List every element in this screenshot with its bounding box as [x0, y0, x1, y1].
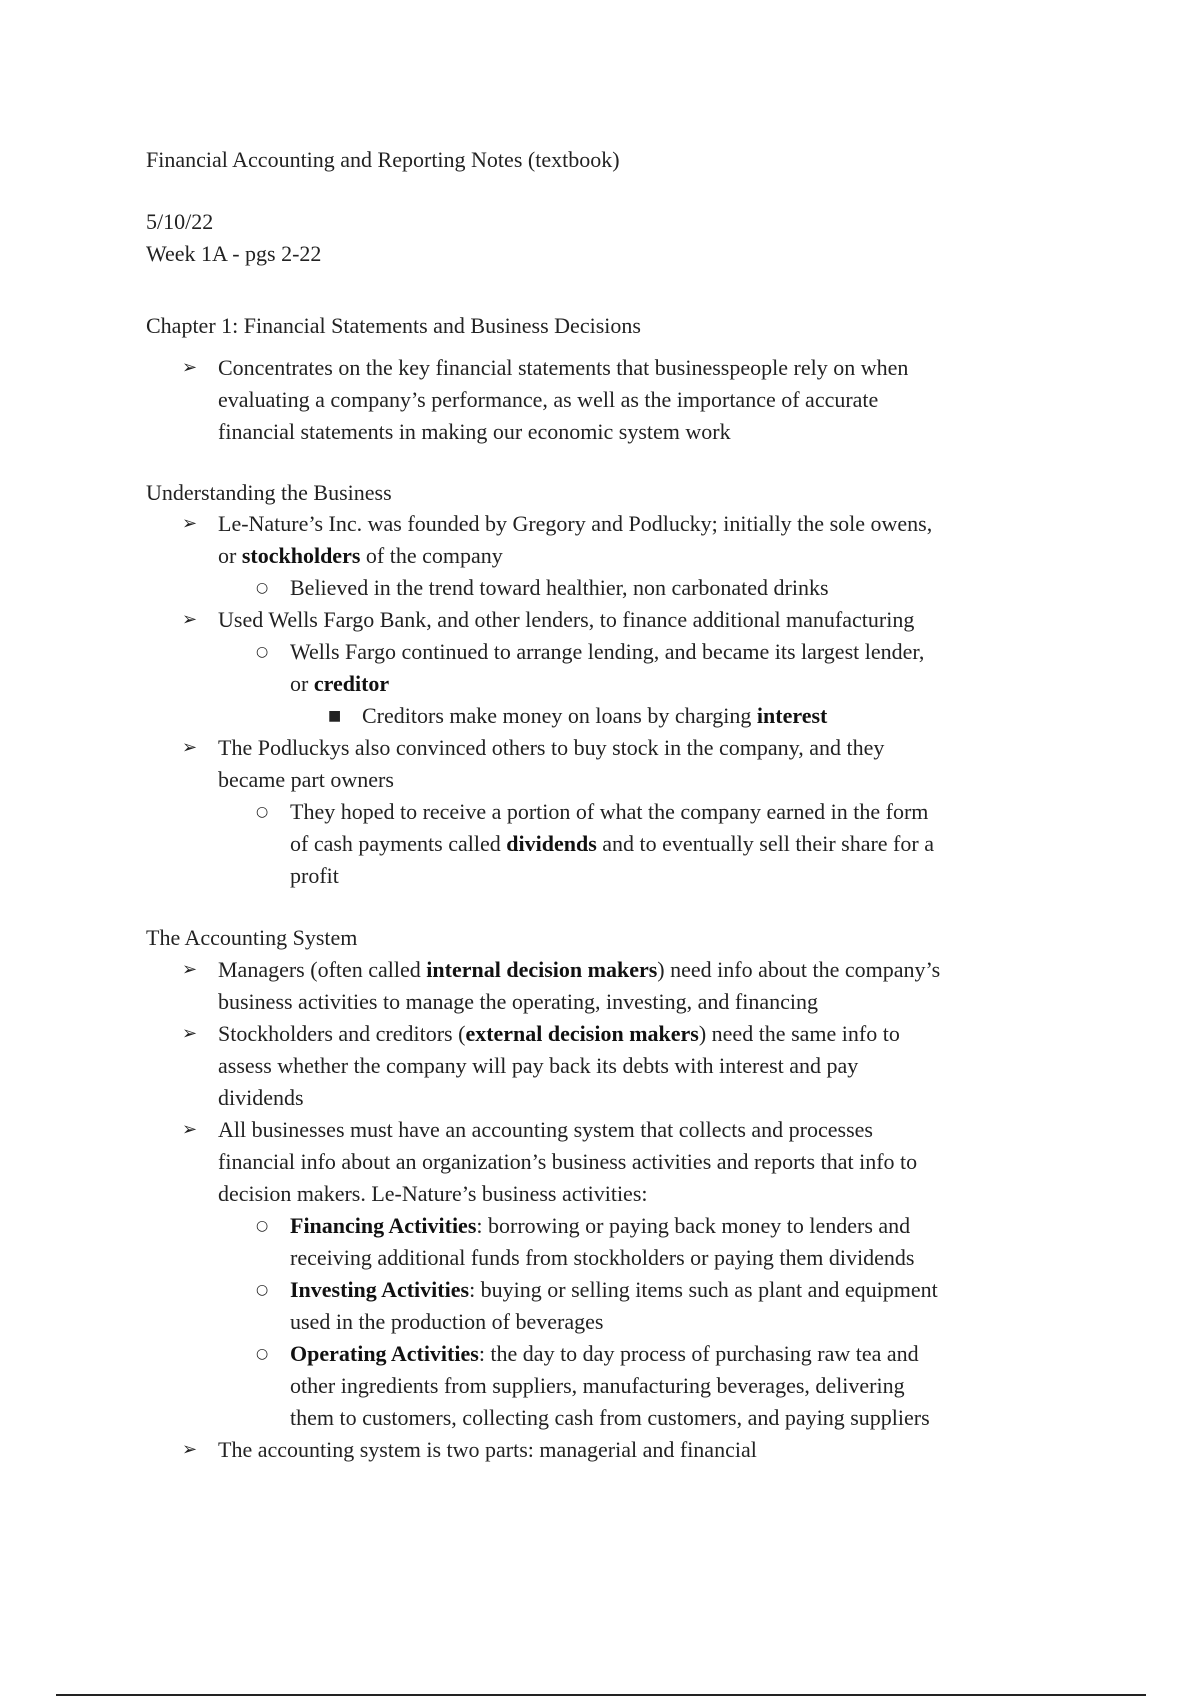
- spacer: [146, 448, 1096, 478]
- sub-sub-list: [290, 700, 946, 732]
- list-item: ➢ Concentrates on the key financial statements that businesspeople rely on when evaluating a company’s performance, as well as the importance of accurate financial statements in making our economic system work: [146, 352, 946, 448]
- list-item: ○ Believed in the trend toward healthier, non carbonated drinks: [218, 572, 946, 604]
- list-item: ○ Wells Fargo continued to arrange lending, and became its largest lender, or creditor ■ Creditors make money on loans by charging interest: [218, 636, 946, 732]
- list-item: ➢ The accounting system is two parts: managerial and financial: [146, 1434, 946, 1466]
- circle-bullet-icon: ○: [256, 1218, 269, 1234]
- chapter-heading: Chapter 1: Financial Statements and Business Decisions: [146, 313, 641, 338]
- arrow-bullet-icon: ➢: [182, 1023, 198, 1044]
- week-label: Week 1A - pgs 2-22: [146, 241, 322, 266]
- list-item: ➢ Stockholders and creditors (external decision makers) need the same info to assess whether the company will pay back its debts with interest and pay dividends: [146, 1018, 946, 1114]
- understanding-heading: Understanding the Business: [146, 480, 392, 505]
- square-bullet-icon: ■: [328, 708, 342, 724]
- arrow-bullet-icon: ➢: [182, 357, 198, 378]
- accounting-bullets: [146, 954, 946, 1466]
- note-date: 5/10/22: [146, 209, 214, 234]
- understanding-bullets: [146, 508, 946, 892]
- circle-bullet-icon: ○: [256, 1282, 269, 1298]
- list-item: ➢ The Podluckys also convinced others to buy stock in the company, and they became part owners ○ They hoped to receive a portion of what the company earned in the form of cash payments called dividends and to eventually sell their share for a profit: [146, 732, 946, 892]
- page-bottom-rule: [56, 1694, 1146, 1696]
- list-item: ○ Investing Activities: buying or selling items such as plant and equipment used in the production of beverages: [218, 1274, 946, 1338]
- document-page: [146, 144, 1096, 1466]
- sub-list: [218, 636, 946, 732]
- circle-bullet-icon: ○: [256, 804, 269, 820]
- chapter-bullets: [146, 352, 946, 448]
- spacer: [146, 892, 1096, 922]
- sub-list: [218, 1210, 946, 1434]
- list-item: ○ They hoped to receive a portion of what the company earned in the form of cash payments called dividends and to eventually sell their share for a profit: [218, 796, 946, 892]
- arrow-bullet-icon: ➢: [182, 1119, 198, 1140]
- arrow-bullet-icon: ➢: [182, 609, 198, 630]
- document-title: Financial Accounting and Reporting Notes (textbook): [146, 147, 620, 172]
- arrow-bullet-icon: ➢: [182, 513, 198, 534]
- circle-bullet-icon: ○: [256, 644, 269, 660]
- arrow-bullet-icon: ➢: [182, 959, 198, 980]
- list-item: ➢ Used Wells Fargo Bank, and other lenders, to finance additional manufacturing ○ Wells Fargo continued to arrange lending, and became its largest lender, or creditor ■ Creditors make money on loans by charging interest: [146, 604, 946, 732]
- circle-bullet-icon: ○: [256, 580, 269, 596]
- list-item: ➢ Managers (often called internal decision makers) need info about the company’s business activities to manage the operating, investing, and financing: [146, 954, 946, 1018]
- sub-list: [218, 796, 946, 892]
- list-item: ➢ All businesses must have an accounting system that collects and processes financial info about an organization’s business activities and reports that info to decision makers. Le-Nature’s business activities: ○ Financing Activities: borrowing or paying back money to lenders and receiving additional funds from stockholders or paying them dividends ○ Investing Activities: buying or selling items such as plant and equipment used in the production of beverages ○ Operating Activities: the day to day process of purchasing raw tea and other ingredients from suppliers, manufacturing beverages, delivering them to customers, collecting cash from customers, and paying suppliers: [146, 1114, 946, 1434]
- list-item: ○ Operating Activities: the day to day process of purchasing raw tea and other ingredients from suppliers, manufacturing beverages, delivering them to customers, collecting cash from customers, and paying suppliers: [218, 1338, 946, 1434]
- list-item: ■ Creditors make money on loans by charging interest: [290, 700, 946, 732]
- arrow-bullet-icon: ➢: [182, 737, 198, 758]
- circle-bullet-icon: ○: [256, 1346, 269, 1362]
- sub-list: [218, 572, 946, 604]
- list-item: ➢ Le-Nature’s Inc. was founded by Gregory and Podlucky; initially the sole owens, or stockholders of the company ○ Believed in the trend toward healthier, non carbonated drinks: [146, 508, 946, 604]
- accounting-heading: The Accounting System: [146, 925, 358, 950]
- list-item: ○ Financing Activities: borrowing or paying back money to lenders and receiving additional funds from stockholders or paying them dividends: [218, 1210, 946, 1274]
- arrow-bullet-icon: ➢: [182, 1439, 198, 1460]
